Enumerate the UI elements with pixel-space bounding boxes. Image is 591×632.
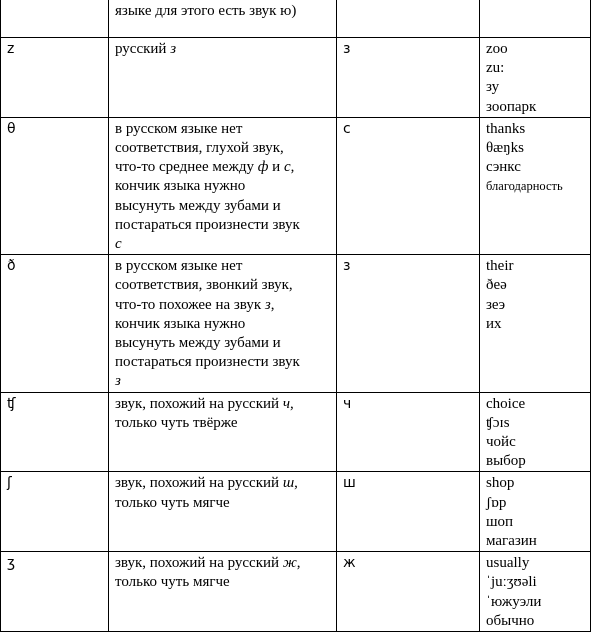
russian-letter-cell: ч — [337, 392, 480, 472]
example-word: choice — [486, 395, 526, 412]
ipa-symbol-cell — [1, 0, 109, 38]
table-row — [1, 472, 591, 552]
example-transcription: zu: — [486, 60, 505, 77]
example-word: usually — [486, 555, 530, 572]
example-transcription: θæŋks — [486, 140, 524, 157]
russian-letter-cell: ш — [337, 472, 480, 552]
russian-letter-cell: з — [337, 38, 480, 118]
example-russian-reading: зу — [486, 79, 500, 96]
description-cell: русский з — [109, 38, 337, 118]
example-russian-reading: сэнкс — [486, 159, 521, 176]
ipa-symbol-cell: θ — [1, 117, 109, 254]
description-cell: языке для этого есть звук ю) — [109, 0, 337, 38]
example-word: zoo — [486, 41, 508, 57]
example-transcription: ˈjuːʒʊəli — [486, 574, 537, 591]
example-russian-reading: зеэ — [486, 296, 506, 313]
example-translation: зоопарк — [486, 98, 537, 115]
example-translation: выбор — [486, 453, 526, 470]
example-transcription: ʧɔɪs — [486, 414, 510, 431]
ipa-symbol-cell: z — [1, 38, 109, 118]
ipa-symbol-cell: ʧ — [1, 392, 109, 472]
example-russian-reading: шоп — [486, 513, 514, 530]
example-translation: их — [486, 315, 502, 332]
example-russian-reading: ˈюжуэли — [486, 593, 542, 610]
table-row — [1, 552, 591, 632]
example-cell — [480, 392, 591, 472]
example-word: shop — [486, 475, 515, 492]
example-cell — [480, 38, 591, 118]
table-row — [1, 255, 591, 392]
ipa-symbol-cell: ð — [1, 255, 109, 392]
example-cell — [480, 472, 591, 552]
example-cell — [480, 255, 591, 392]
example-transcription: ʃɒp — [486, 494, 507, 511]
description-cell: звук, похожий на русский ш, только чуть мягче — [109, 472, 337, 552]
example-translation: благодарность — [486, 179, 563, 194]
example-cell — [480, 0, 591, 38]
ipa-symbol-cell: ʒ — [1, 552, 109, 632]
russian-letter-cell: з — [337, 255, 480, 392]
table-row — [1, 0, 591, 38]
description-cell: звук, похожий на русский ч, только чуть твёрже — [109, 392, 337, 472]
description-cell: в русском языке нет соответствия, звонкий звук, что-то похожее на звук з, кончик языка нужно высунуть между зубами и постараться произнести звук з — [109, 255, 337, 392]
example-word: their — [486, 258, 514, 275]
table-row — [1, 38, 591, 118]
russian-letter-cell: ж — [337, 552, 480, 632]
table-row — [1, 392, 591, 472]
example-cell — [480, 117, 591, 254]
ipa-symbol-cell: ʃ — [1, 472, 109, 552]
example-translation: магазин — [486, 533, 537, 550]
example-transcription: ðeə — [486, 277, 507, 294]
description-cell: в русском языке нет соответствия, глухой звук, что-то среднее между ф и с, кончик языка нужно высунуть между зубами и постараться произнести звук с — [109, 117, 337, 254]
russian-letter-cell: с — [337, 117, 480, 254]
example-russian-reading: чойс — [486, 434, 516, 451]
table-row — [1, 117, 591, 254]
example-cell — [480, 552, 591, 632]
description-cell: звук, похожий на русский ж, только чуть мягче — [109, 552, 337, 632]
russian-letter-cell — [337, 0, 480, 38]
example-translation: обычно — [486, 612, 535, 629]
example-word: thanks — [486, 120, 526, 137]
